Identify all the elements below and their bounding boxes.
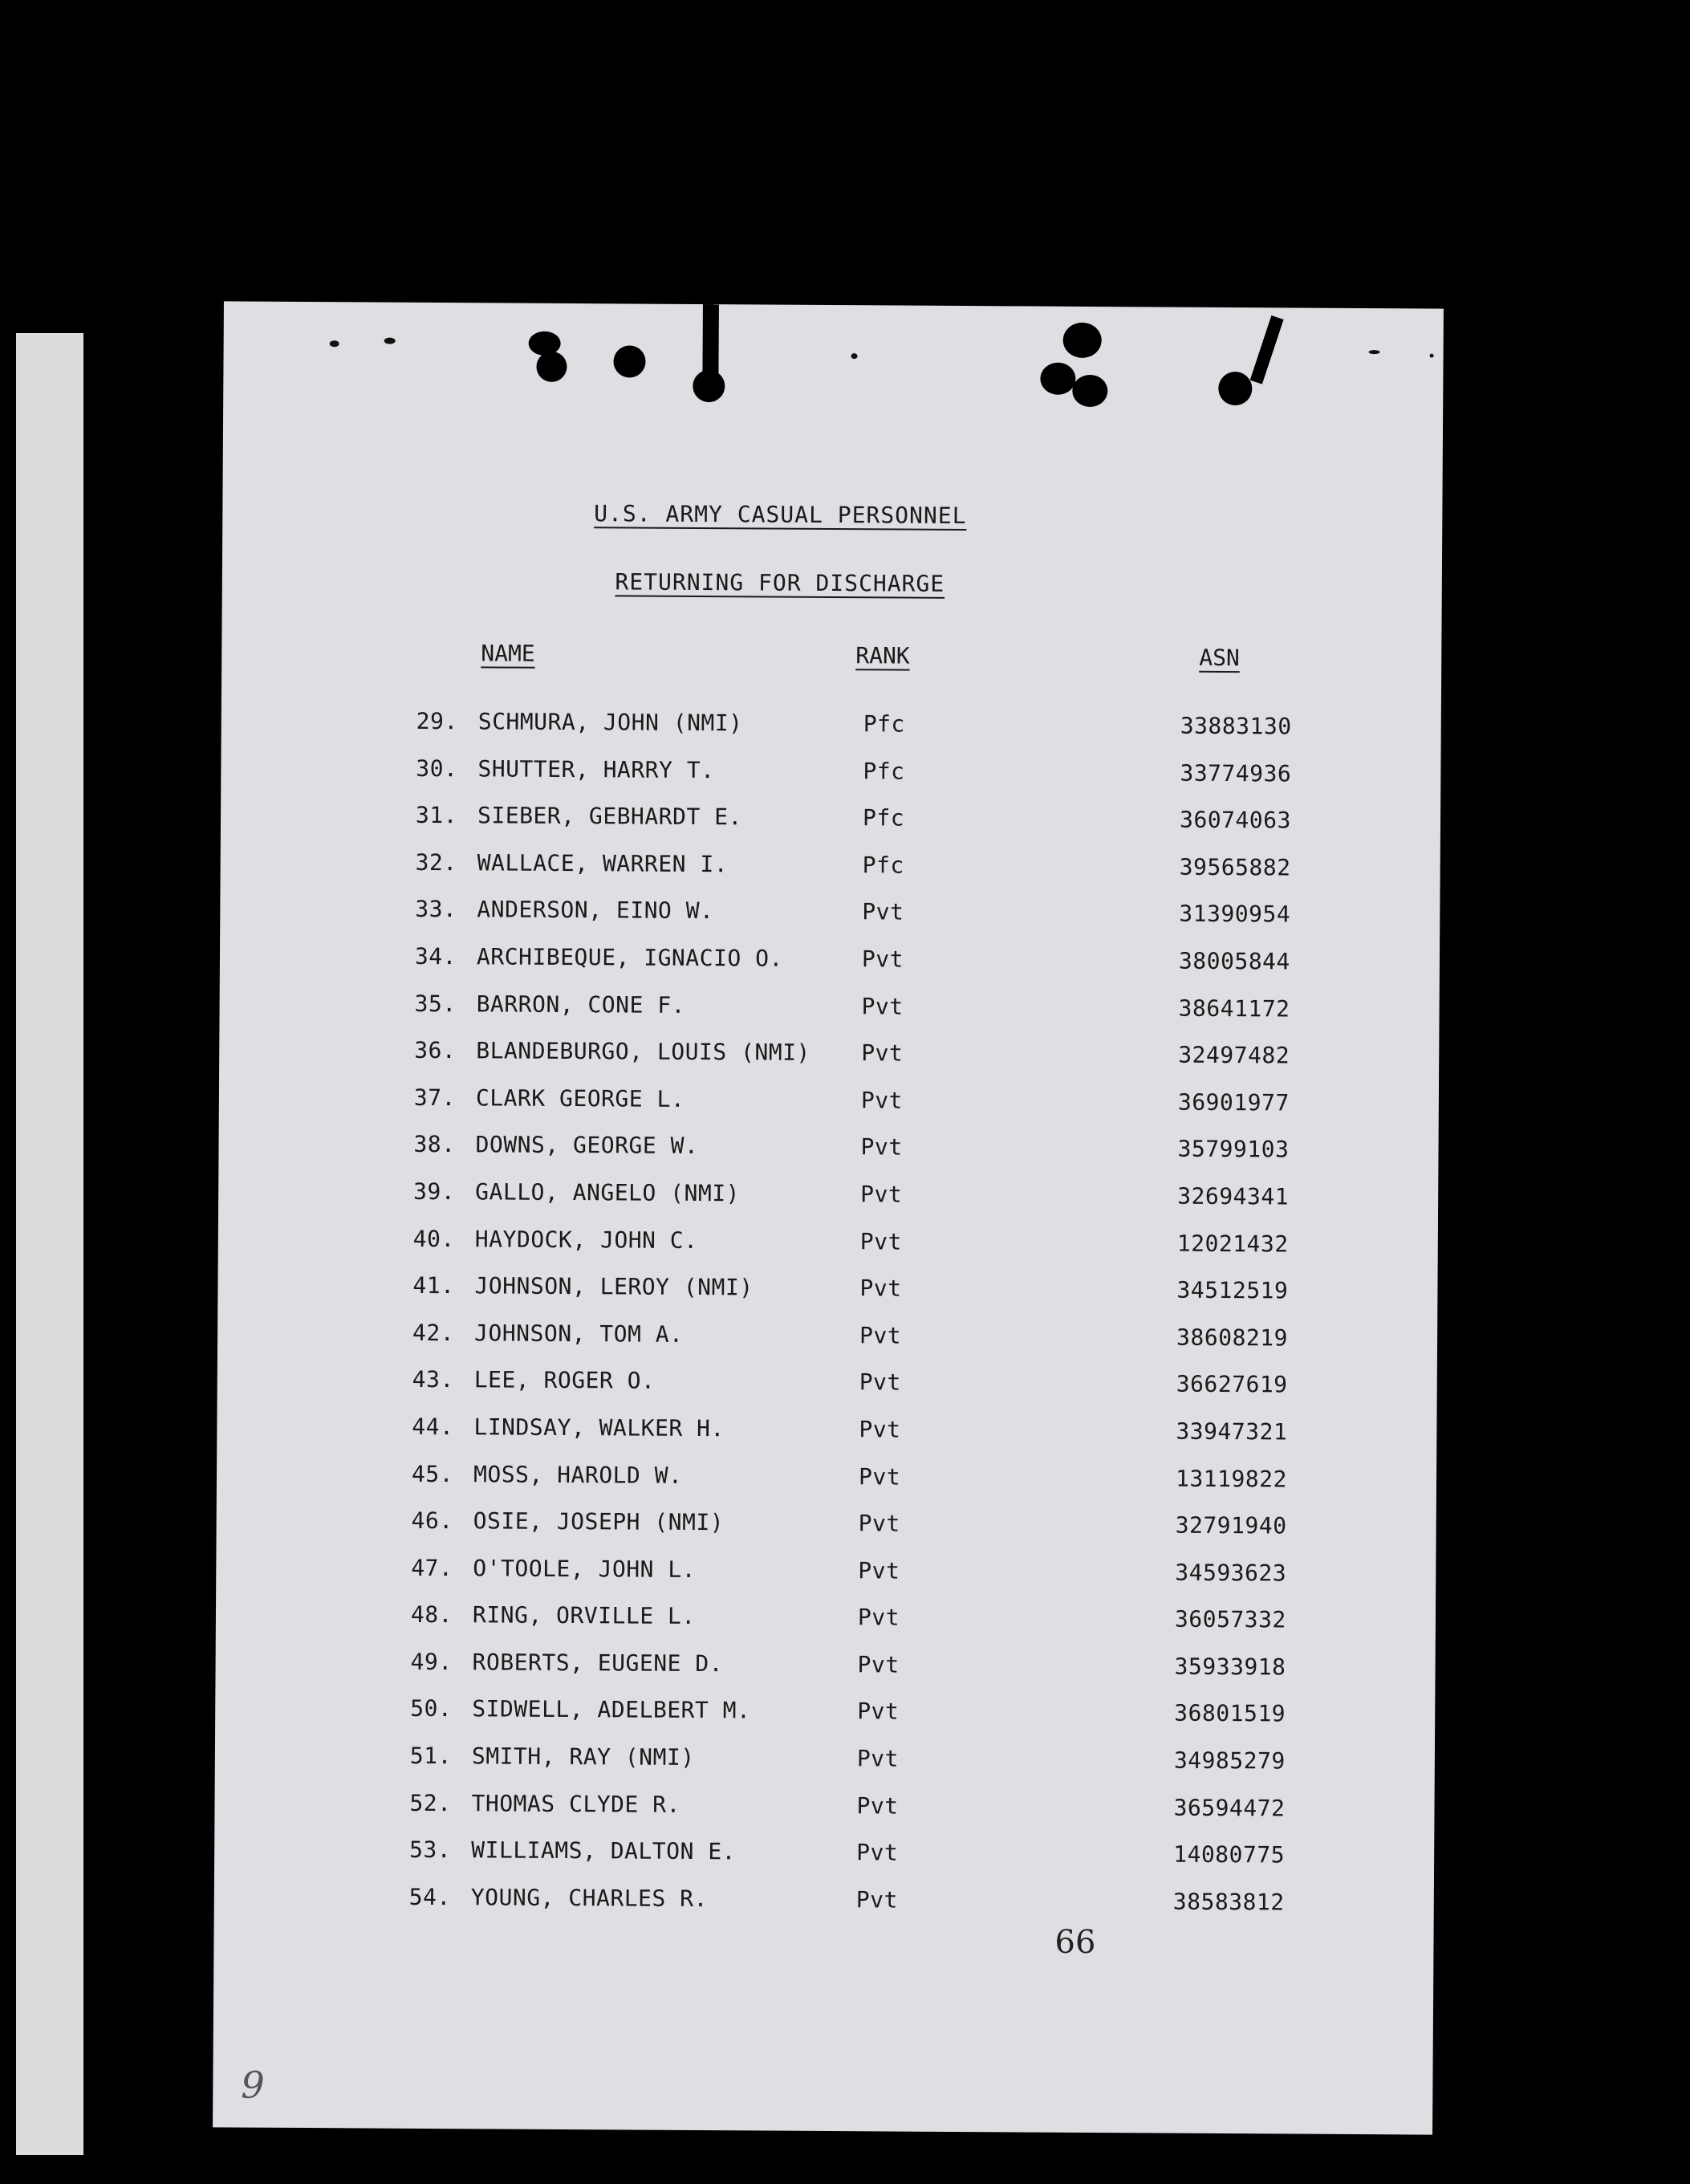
ink-speck [851,353,858,359]
personnel-rank: Pvt [859,1227,903,1255]
table-row [214,1882,1418,1937]
table-row [221,706,1425,761]
row-number: 42. [412,1319,455,1346]
ink-speck [330,340,339,347]
personnel-name: BLANDEBURGO, LOUIS (NMI) [476,1037,810,1067]
table-row [216,1600,1420,1655]
personnel-asn: 34512519 [1176,1276,1289,1304]
personnel-list [214,706,1425,1937]
table-row [221,754,1424,808]
personnel-name: SIEBER, GEBHARDT E. [477,802,742,831]
row-number: 35. [414,990,457,1017]
table-row [218,1177,1422,1231]
personnel-name: LINDSAY, WALKER H. [473,1413,725,1442]
ink-speck [384,338,396,344]
personnel-rank: Pvt [856,1745,900,1772]
personnel-name: GALLO, ANGELO (NMI) [475,1178,741,1207]
personnel-rank: Pvt [857,1698,900,1726]
table-row [216,1553,1420,1608]
page-title: U.S. ARMY CASUAL PERSONNEL [594,500,967,530]
table-row [215,1694,1419,1749]
personnel-asn: 36594472 [1173,1794,1286,1822]
table-row [220,848,1424,902]
personnel-rank: Pvt [859,1416,901,1443]
punch-hole [1072,375,1107,407]
personnel-rank: Pfc [862,852,904,879]
row-number: 43. [412,1366,454,1393]
row-number: 36. [414,1037,457,1064]
personnel-asn: 14080775 [1173,1840,1286,1869]
binding-tab [702,304,719,378]
table-row [215,1741,1419,1796]
table-row [219,1036,1423,1091]
personnel-asn: 12021432 [1176,1230,1289,1258]
table-row [215,1647,1419,1702]
personnel-rank: Pvt [858,1462,901,1491]
row-number: 32. [415,848,457,876]
table-row [214,1788,1418,1843]
personnel-name: JOHNSON, LEROY (NMI) [474,1272,754,1301]
personnel-asn: 33774936 [1180,759,1292,787]
row-number: 50. [410,1695,453,1722]
punch-hole [1063,323,1102,358]
personnel-name: WILLIAMS, DALTON E. [471,1836,737,1865]
row-number: 47. [411,1554,453,1581]
row-number: 39. [413,1177,456,1206]
personnel-asn: 38608219 [1176,1324,1289,1352]
personnel-asn: 36801519 [1174,1700,1286,1727]
personnel-asn: 35799103 [1177,1136,1290,1163]
personnel-asn: 35933918 [1174,1653,1286,1681]
personnel-asn: 38005844 [1178,947,1290,975]
personnel-name: SHUTTER, HARRY T. [477,754,715,783]
personnel-rank: Pvt [859,1369,901,1396]
personnel-asn: 33883130 [1180,712,1292,740]
row-number: 33. [415,896,457,923]
personnel-rank: Pvt [860,1181,903,1208]
personnel-name: MOSS, HAROLD W. [473,1460,683,1489]
row-number: 38. [413,1131,456,1158]
personnel-asn: 36627619 [1176,1370,1288,1398]
personnel-name: WALLACE, WARREN I. [477,849,729,878]
personnel-rank: Pvt [857,1604,900,1631]
row-number: 54. [408,1883,451,1910]
personnel-name: DOWNS, GEORGE W. [475,1131,699,1160]
personnel-asn: 32791940 [1175,1511,1287,1539]
page-number: 66 [1054,1923,1096,1962]
personnel-asn: 32694341 [1177,1182,1290,1210]
personnel-rank: Pvt [860,1133,903,1161]
personnel-rank: Pfc [862,804,905,832]
column-header-name: NAME [481,640,535,667]
table-row [218,1224,1422,1279]
personnel-name: LEE, ROGER O. [473,1366,656,1394]
table-row [217,1271,1421,1325]
row-number: 41. [412,1271,455,1299]
personnel-rank: Pvt [856,1839,899,1866]
adjacent-page-edge [16,333,83,2155]
personnel-asn: 32497482 [1178,1041,1290,1069]
personnel-name: SIDWELL, ADELBERT M. [472,1695,751,1724]
table-row [217,1365,1421,1420]
personnel-name: YOUNG, CHARLES R. [470,1884,708,1912]
personnel-name: BARRON, CONE F. [476,990,686,1019]
punch-hole [613,345,645,377]
personnel-name: O'TOOLE, JOHN L. [473,1554,697,1583]
table-row [216,1506,1420,1560]
table-row [220,942,1424,996]
personnel-asn: 36074063 [1179,806,1291,834]
personnel-asn: 34985279 [1173,1747,1286,1775]
personnel-asn: 33947321 [1176,1417,1288,1446]
punch-hole [1040,363,1075,395]
personnel-rank: Pvt [855,1886,898,1914]
document-page [213,301,1444,2134]
table-row [214,1836,1418,1890]
row-number: 44. [412,1413,454,1441]
personnel-rank: Pvt [859,1275,902,1302]
personnel-rank: Pvt [861,992,904,1020]
table-row [217,1412,1420,1466]
personnel-asn: 36901977 [1177,1088,1290,1116]
personnel-name: CLARK GEORGE L. [475,1084,685,1112]
row-number: 49. [410,1648,453,1676]
personnel-name: THOMAS CLYDE R. [471,1789,681,1818]
personnel-asn: 13119822 [1175,1465,1287,1492]
table-row [217,1318,1421,1373]
table-row [219,1083,1423,1137]
personnel-name: ARCHIBEQUE, IGNACIO O. [476,943,783,972]
personnel-name: SMITH, RAY (NMI) [471,1743,695,1771]
personnel-asn: 39565882 [1179,853,1291,881]
personnel-asn: 31390954 [1179,901,1291,928]
row-number: 40. [412,1225,455,1252]
row-number: 31. [415,802,458,829]
table-row [221,801,1424,856]
personnel-asn: 34593623 [1175,1559,1287,1587]
personnel-rank: Pvt [859,1321,902,1349]
personnel-rank: Pvt [861,1039,904,1067]
row-number: 29. [416,707,458,735]
personnel-asn: 38641172 [1178,994,1290,1023]
binding-tab [1250,315,1284,384]
personnel-rank: Pvt [861,946,904,973]
page-subtitle: RETURNING FOR DISCHARGE [615,568,945,597]
punch-hole [536,352,567,382]
row-number: 48. [410,1601,453,1629]
personnel-name: ROBERTS, EUGENE D. [472,1649,724,1678]
row-number: 30. [416,754,458,782]
punch-hole [529,331,561,356]
table-row [220,895,1424,950]
personnel-rank: Pvt [856,1792,899,1820]
personnel-asn: 36057332 [1174,1605,1286,1633]
personnel-name: SCHMURA, JOHN (NMI) [477,708,743,737]
personnel-rank: Pvt [858,1510,900,1537]
personnel-rank: Pfc [863,710,905,738]
table-row [219,989,1423,1043]
row-number: 52. [409,1789,452,1816]
personnel-rank: Pvt [857,1651,900,1678]
row-number: 51. [409,1742,452,1770]
personnel-asn: 38583812 [1172,1888,1285,1916]
personnel-rank: Pvt [860,1086,904,1114]
punch-hole [1218,372,1252,405]
row-number: 46. [411,1507,453,1535]
personnel-name: ANDERSON, EINO W. [477,896,714,925]
column-header-rank: RANK [855,642,910,669]
row-number: 34. [414,942,457,970]
personnel-rank: Pfc [863,757,905,785]
personnel-rank: Pvt [858,1556,900,1584]
table-row [218,1130,1422,1185]
personnel-name: HAYDOCK, JOHN C. [474,1225,698,1254]
row-number: 37. [413,1084,457,1111]
personnel-name: JOHNSON, TOM A. [474,1320,684,1348]
personnel-name: RING, ORVILLE L. [472,1601,696,1630]
ink-speck [1430,354,1434,358]
row-number: 45. [411,1460,454,1487]
personnel-name: OSIE, JOSEPH (NMI) [473,1507,725,1536]
ink-speck [1369,350,1380,354]
column-header-asn: ASN [1199,644,1240,672]
table-row [217,1459,1420,1514]
row-number: 53. [409,1836,452,1864]
personnel-rank: Pvt [862,898,904,925]
handwritten-margin-note: 9 [241,2063,265,2107]
